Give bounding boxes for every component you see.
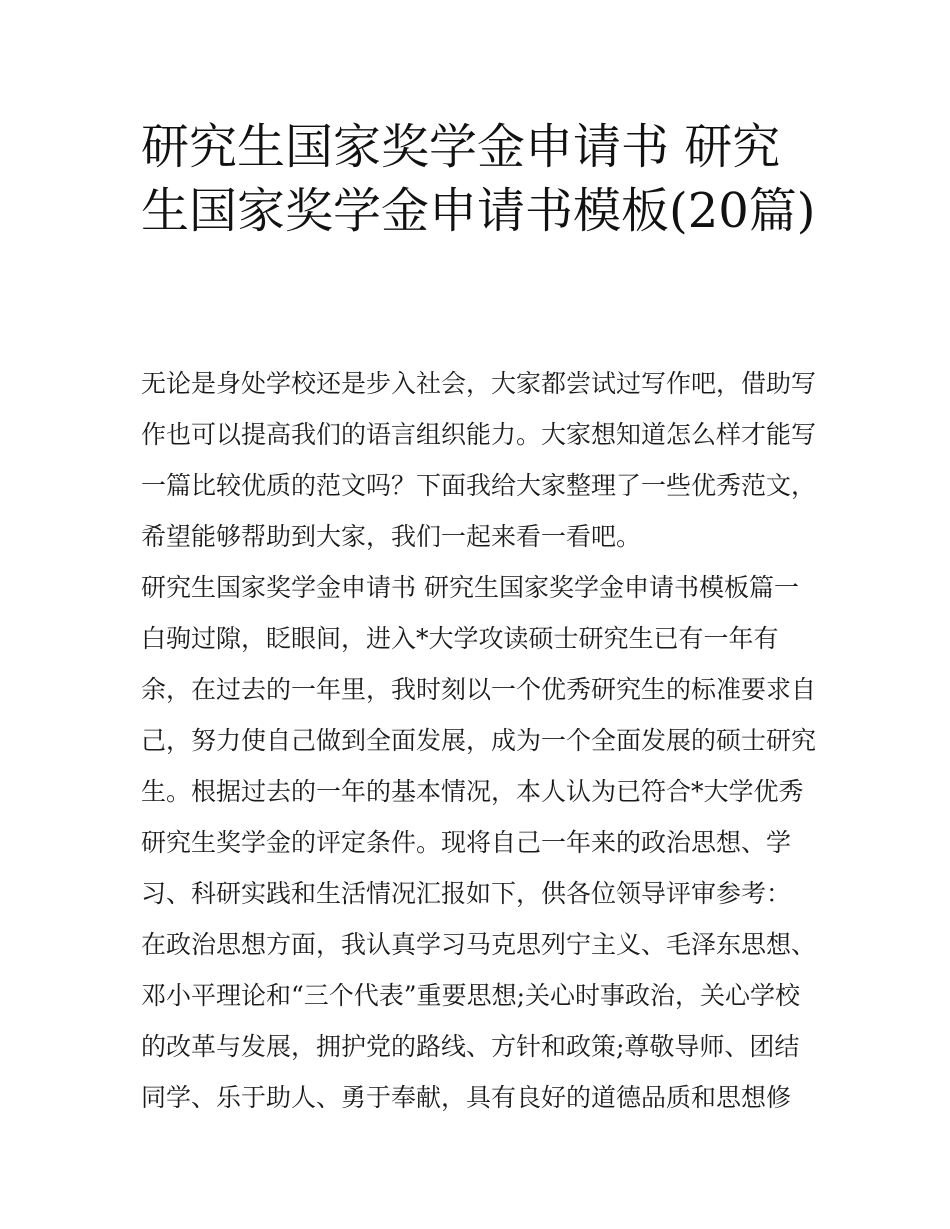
body-line-10: 研究生奖学金的评定条件。现将自己一年来的政治思想、学 bbox=[141, 828, 792, 857]
document-title: 研究生国家奖学金申请书 研究生国家奖学金申请书模板(20篇) bbox=[141, 119, 816, 239]
body-line-6: 白驹过隙，眨眼间，进入*大学攻读硕士研究生已有一年有 bbox=[141, 624, 779, 653]
section-heading-line: 研究生国家奖学金申请书 研究生国家奖学金申请书模板篇一 bbox=[141, 573, 799, 602]
body-line-14: 的改革与发展，拥护党的路线、方针和政策;尊敬导师、团结 bbox=[141, 1032, 800, 1061]
body-line-12: 在政治思想方面，我认真学习马克思列宁主义、毛泽东思想、 bbox=[141, 930, 817, 959]
body-line-7: 余，在过去的一年里，我时刻以一个优秀研究生的标准要求自 bbox=[141, 675, 817, 704]
document-body bbox=[141, 358, 817, 1123]
body-line-13: 邓小平理论和“三个代表”重要思想;关心时事政治，关心学校 bbox=[141, 981, 800, 1010]
body-line-1: 无论是身处学校还是步入社会，大家都尝试过写作吧，借助写 bbox=[141, 369, 817, 398]
body-line-15: 同学、乐于助人、勇于奉献，具有良好的道德品质和思想修 bbox=[141, 1083, 792, 1112]
body-line-9: 生。根据过去的一年的基本情况，本人认为已符合*大学优秀 bbox=[141, 777, 804, 806]
body-line-8: 己，努力使自己做到全面发展，成为一个全面发展的硕士研究 bbox=[141, 726, 817, 755]
body-line-4: 希望能够帮助到大家，我们一起来看一看吧。 bbox=[141, 522, 642, 551]
body-line-3: 一篇比较优质的范文吗？下面我给大家整理了一些优秀范文， bbox=[141, 471, 817, 500]
body-line-11: 习、科研实践和生活情况汇报如下，供各位领导评审参考： bbox=[141, 879, 792, 908]
body-line-2: 作也可以提高我们的语言组织能力。大家想知道怎么样才能写 bbox=[141, 420, 817, 449]
